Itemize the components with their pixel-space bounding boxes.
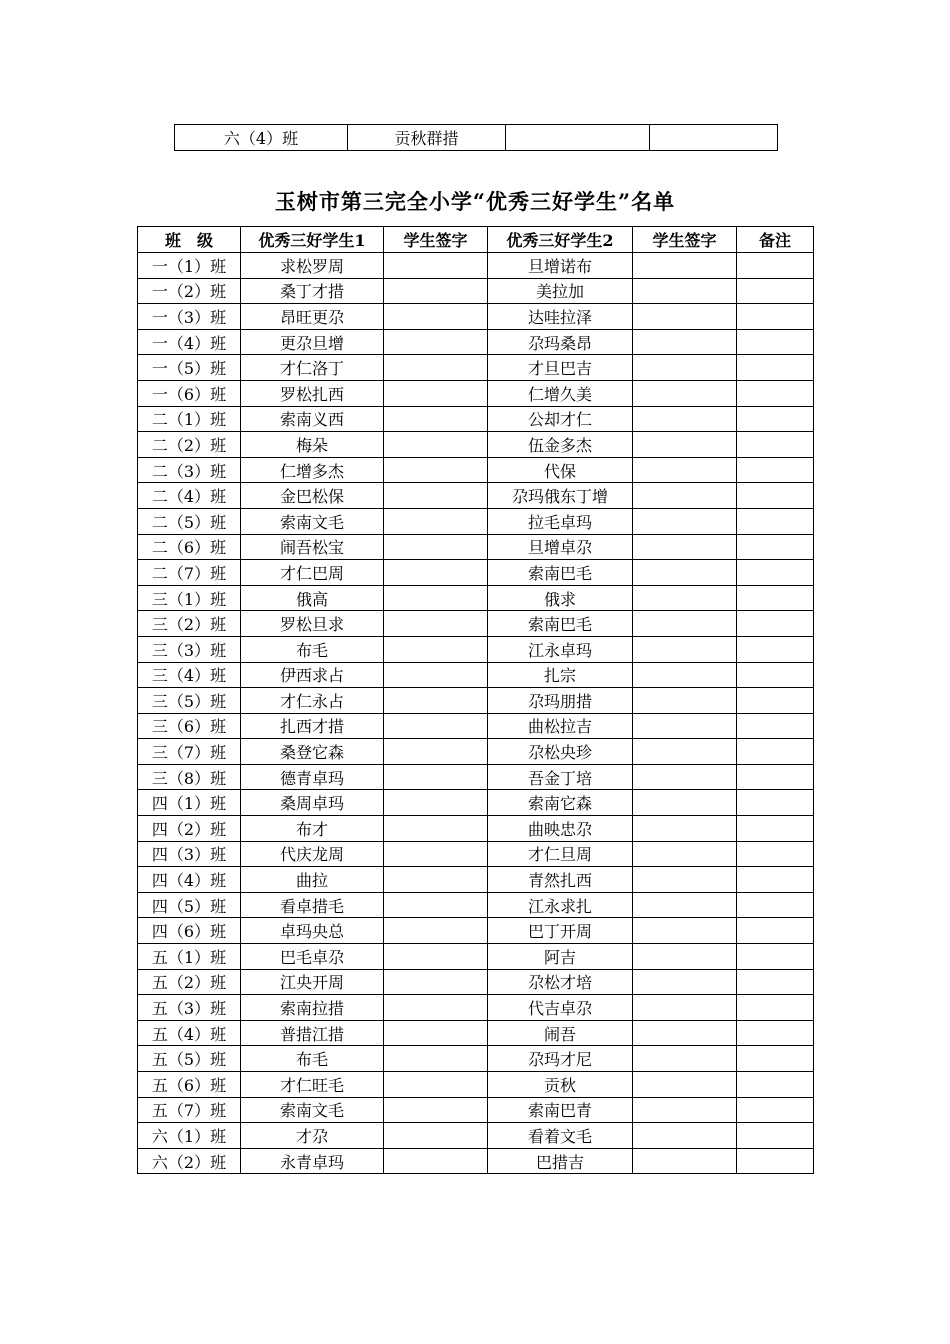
- remarks-cell: [737, 662, 814, 688]
- header-remarks: 备注: [737, 227, 814, 253]
- student2-cell: 青然扎西: [488, 867, 633, 893]
- signature1-cell: [384, 764, 488, 790]
- class-cell: 六（1）班: [138, 1123, 241, 1149]
- remarks-cell: [737, 841, 814, 867]
- honor-students-table: [137, 226, 814, 1174]
- student1-cell: 求松罗周: [241, 253, 384, 279]
- signature2-cell: [633, 816, 737, 842]
- signature2-cell: [633, 457, 737, 483]
- class-cell: 四（1）班: [138, 790, 241, 816]
- remarks-cell: [737, 790, 814, 816]
- remarks-cell: [737, 688, 814, 714]
- signature2-cell: [633, 534, 737, 560]
- student1-cell: 巴毛卓尕: [241, 944, 384, 970]
- signature2-cell: [633, 483, 737, 509]
- remarks-cell: [737, 329, 814, 355]
- student2-cell: 尕松才培: [488, 969, 633, 995]
- remarks-cell: [737, 636, 814, 662]
- table-row: [138, 1148, 814, 1174]
- class-cell: 二（5）班: [138, 508, 241, 534]
- class-cell: 一（6）班: [138, 380, 241, 406]
- class-cell: 一（4）班: [138, 329, 241, 355]
- student1-cell: 布毛: [241, 1046, 384, 1072]
- signature1-cell: [384, 457, 488, 483]
- signature1-cell: [384, 483, 488, 509]
- table-row: [138, 944, 814, 970]
- table-row: [138, 406, 814, 432]
- class-cell: 四（3）班: [138, 841, 241, 867]
- student2-cell: 公却才仁: [488, 406, 633, 432]
- header-class: 班 级: [138, 227, 241, 253]
- student2-cell: 尕玛才尼: [488, 1046, 633, 1072]
- table-row: [138, 739, 814, 765]
- student2-cell: 尕玛朋措: [488, 688, 633, 714]
- table-row: [138, 636, 814, 662]
- table-row: [138, 892, 814, 918]
- student2-cell: 阿吉: [488, 944, 633, 970]
- student1-cell: 布才: [241, 816, 384, 842]
- student1-cell: 卓玛央总: [241, 918, 384, 944]
- signature2-cell: [633, 739, 737, 765]
- signature2-cell: [633, 892, 737, 918]
- signature2-cell: [633, 406, 737, 432]
- remarks-cell: [737, 713, 814, 739]
- signature1-cell: [384, 892, 488, 918]
- student1-cell: 索南义西: [241, 406, 384, 432]
- remarks-cell: [737, 1123, 814, 1149]
- table-row: [138, 1072, 814, 1098]
- student2-cell: 看着文毛: [488, 1123, 633, 1149]
- signature2-cell: [633, 969, 737, 995]
- signature2-cell: [633, 764, 737, 790]
- class-cell: 四（4）班: [138, 867, 241, 893]
- student1-cell: 仁增多杰: [241, 457, 384, 483]
- signature2-cell: [633, 560, 737, 586]
- signature1-cell: [384, 1148, 488, 1174]
- class-cell: 三（1）班: [138, 585, 241, 611]
- remarks-cell: [737, 1046, 814, 1072]
- signature2-cell: [633, 253, 737, 279]
- student1-cell: 桑登它森: [241, 739, 384, 765]
- signature2-cell: [633, 662, 737, 688]
- student1-cell: 才仁洛丁: [241, 355, 384, 381]
- signature2-cell: [633, 790, 737, 816]
- class-cell: 二（7）班: [138, 560, 241, 586]
- student2-cell: 尕松央珍: [488, 739, 633, 765]
- class-cell: 五（7）班: [138, 1097, 241, 1123]
- signature1-cell: [384, 508, 488, 534]
- student1-cell: 昂旺更尕: [241, 304, 384, 330]
- table-row: [138, 1020, 814, 1046]
- student2-cell: 江永求扎: [488, 892, 633, 918]
- class-cell: 二（2）班: [138, 432, 241, 458]
- signature1-cell: [384, 611, 488, 637]
- remarks-cell: [737, 483, 814, 509]
- table-row: [138, 1123, 814, 1149]
- student1-cell: 才仁旺毛: [241, 1072, 384, 1098]
- student2-cell: 旦增诺布: [488, 253, 633, 279]
- header-signature1: 学生签字: [384, 227, 488, 253]
- class-cell: 三（8）班: [138, 764, 241, 790]
- remarks-cell: [737, 739, 814, 765]
- table-row: [138, 457, 814, 483]
- header-student2: 优秀三好学生2: [488, 227, 633, 253]
- student1-cell: 伊西求占: [241, 662, 384, 688]
- remarks-cell: [737, 534, 814, 560]
- table-row: [138, 662, 814, 688]
- remarks-cell: [737, 1072, 814, 1098]
- remarks-cell: [737, 355, 814, 381]
- table-row: [138, 995, 814, 1021]
- table-row: [138, 790, 814, 816]
- table-row: [138, 713, 814, 739]
- signature1-cell: [384, 790, 488, 816]
- table-row: [138, 841, 814, 867]
- remarks-cell: [737, 918, 814, 944]
- table-row: [138, 560, 814, 586]
- table-row: [138, 918, 814, 944]
- remarks-cell: [737, 995, 814, 1021]
- class-cell: 五（4）班: [138, 1020, 241, 1046]
- signature1-cell: [384, 1072, 488, 1098]
- signature1-cell: [384, 1020, 488, 1046]
- table-row: [138, 585, 814, 611]
- class-cell: 六（2）班: [138, 1148, 241, 1174]
- student1-cell: 罗松旦求: [241, 611, 384, 637]
- student1-cell: 桑丁才措: [241, 278, 384, 304]
- signature1-cell: [384, 432, 488, 458]
- remarks-cell: [737, 1097, 814, 1123]
- student1-cell: 索南拉措: [241, 995, 384, 1021]
- student2-cell: 贡秋: [488, 1072, 633, 1098]
- student2-cell: 索南它森: [488, 790, 633, 816]
- student2-cell: 曲映忠尕: [488, 816, 633, 842]
- student2-cell: 代保: [488, 457, 633, 483]
- student1-cell: 德青卓玛: [241, 764, 384, 790]
- remarks-cell: [737, 278, 814, 304]
- table-row: [138, 1046, 814, 1072]
- student1-cell: 才尕: [241, 1123, 384, 1149]
- table-row: [175, 125, 778, 151]
- remarks-cell: [737, 611, 814, 637]
- student2-cell: 旦增卓尕: [488, 534, 633, 560]
- remarks-cell: [737, 816, 814, 842]
- remarks-cell: [737, 764, 814, 790]
- student1-cell: 索南文毛: [241, 508, 384, 534]
- signature2-cell: [633, 1046, 737, 1072]
- table-row: [138, 253, 814, 279]
- remarks-cell: [737, 1148, 814, 1174]
- table-row: [138, 432, 814, 458]
- remarks-cell: [737, 457, 814, 483]
- remarks-cell: [737, 406, 814, 432]
- signature1-cell: [384, 713, 488, 739]
- student2-cell: 索南巴毛: [488, 611, 633, 637]
- remarks-cell: [737, 560, 814, 586]
- student1-cell: 才仁巴周: [241, 560, 384, 586]
- signature1-cell: [384, 534, 488, 560]
- student1-cell: 更尕旦增: [241, 329, 384, 355]
- table-row: [138, 278, 814, 304]
- class-cell: 二（4）班: [138, 483, 241, 509]
- table-row: [138, 816, 814, 842]
- signature1-cell: [384, 636, 488, 662]
- remarks-cell: [737, 867, 814, 893]
- signature2-cell: [633, 1123, 737, 1149]
- student1-cell: 看卓措毛: [241, 892, 384, 918]
- signature1-cell: [384, 380, 488, 406]
- signature1-cell: [384, 944, 488, 970]
- student2-cell: 才旦巴吉: [488, 355, 633, 381]
- signature1-cell: [384, 867, 488, 893]
- class-cell: 四（2）班: [138, 816, 241, 842]
- signature1-cell: [384, 688, 488, 714]
- header-student1: 优秀三好学生1: [241, 227, 384, 253]
- signature1-cell: [384, 304, 488, 330]
- signature1-cell: [384, 329, 488, 355]
- class-cell: 二（3）班: [138, 457, 241, 483]
- student1-cell: 桑周卓玛: [241, 790, 384, 816]
- student2-cell: 达哇拉泽: [488, 304, 633, 330]
- signature2-cell: [633, 585, 737, 611]
- table-row: [138, 867, 814, 893]
- signature1-cell: [384, 1097, 488, 1123]
- signature-cell: [506, 125, 650, 151]
- student2-cell: 伍金多杰: [488, 432, 633, 458]
- table-row: [138, 534, 814, 560]
- student2-cell: 俄求: [488, 585, 633, 611]
- signature2-cell: [633, 329, 737, 355]
- signature2-cell: [633, 611, 737, 637]
- student2-cell: 闹吾: [488, 1020, 633, 1046]
- remarks-cell: [737, 508, 814, 534]
- remarks-cell: [737, 585, 814, 611]
- student2-cell: 索南巴青: [488, 1097, 633, 1123]
- table-row: [138, 688, 814, 714]
- table-row: [138, 508, 814, 534]
- class-cell: 五（3）班: [138, 995, 241, 1021]
- signature1-cell: [384, 278, 488, 304]
- student1-cell: 布毛: [241, 636, 384, 662]
- class-cell: 三（5）班: [138, 688, 241, 714]
- class-cell: 一（2）班: [138, 278, 241, 304]
- signature1-cell: [384, 662, 488, 688]
- student2-cell: 仁增久美: [488, 380, 633, 406]
- class-cell: 二（1）班: [138, 406, 241, 432]
- student1-cell: 才仁永占: [241, 688, 384, 714]
- student2-cell: 才仁旦周: [488, 841, 633, 867]
- remarks-cell: [737, 969, 814, 995]
- student1-cell: 罗松扎西: [241, 380, 384, 406]
- remarks-cell: [737, 1020, 814, 1046]
- signature1-cell: [384, 253, 488, 279]
- class-cell: 五（1）班: [138, 944, 241, 970]
- signature1-cell: [384, 739, 488, 765]
- student2-cell: 代吉卓尕: [488, 995, 633, 1021]
- signature1-cell: [384, 560, 488, 586]
- table-row: [138, 1097, 814, 1123]
- signature1-cell: [384, 355, 488, 381]
- student1-cell: 闹吾松宝: [241, 534, 384, 560]
- student2-cell: 索南巴毛: [488, 560, 633, 586]
- student2-cell: 扎宗: [488, 662, 633, 688]
- student2-cell: 巴丁开周: [488, 918, 633, 944]
- student1-cell: 贡秋群措: [348, 125, 506, 151]
- class-cell: 一（3）班: [138, 304, 241, 330]
- student2-cell: 尕玛俄东丁增: [488, 483, 633, 509]
- signature2-cell: [633, 432, 737, 458]
- signature2-cell: [633, 867, 737, 893]
- class-cell: 五（5）班: [138, 1046, 241, 1072]
- student2-cell: 美拉加: [488, 278, 633, 304]
- class-cell: 五（6）班: [138, 1072, 241, 1098]
- remarks-cell: [737, 432, 814, 458]
- signature2-cell: [633, 688, 737, 714]
- signature1-cell: [384, 816, 488, 842]
- signature2-cell: [633, 278, 737, 304]
- student1-cell: 梅朵: [241, 432, 384, 458]
- student2-cell: 江永卓玛: [488, 636, 633, 662]
- signature2-cell: [633, 304, 737, 330]
- signature2-cell: [633, 841, 737, 867]
- table-row: [138, 969, 814, 995]
- signature2-cell: [633, 1097, 737, 1123]
- student1-cell: 代庆龙周: [241, 841, 384, 867]
- signature2-cell: [633, 1148, 737, 1174]
- student1-cell: 索南文毛: [241, 1097, 384, 1123]
- class-cell: 五（2）班: [138, 969, 241, 995]
- remarks-cell: [737, 304, 814, 330]
- student1-cell: 普措江措: [241, 1020, 384, 1046]
- class-cell: 四（5）班: [138, 892, 241, 918]
- class-cell: 六（4）班: [175, 125, 348, 151]
- student2-cell: 曲松拉吉: [488, 713, 633, 739]
- signature2-cell: [633, 380, 737, 406]
- class-cell: 三（3）班: [138, 636, 241, 662]
- table-row: [138, 380, 814, 406]
- class-cell: 三（2）班: [138, 611, 241, 637]
- table-row: [138, 329, 814, 355]
- student2-cell: 拉毛卓玛: [488, 508, 633, 534]
- header-row: [138, 227, 814, 253]
- table-row: [138, 611, 814, 637]
- student2-cell: [650, 125, 778, 151]
- table-row: [138, 483, 814, 509]
- student1-cell: 扎西才措: [241, 713, 384, 739]
- signature1-cell: [384, 969, 488, 995]
- table-row: [138, 304, 814, 330]
- class-cell: 三（6）班: [138, 713, 241, 739]
- table-row: [138, 764, 814, 790]
- student2-cell: 尕玛桑昂: [488, 329, 633, 355]
- remarks-cell: [737, 892, 814, 918]
- signature2-cell: [633, 1020, 737, 1046]
- signature1-cell: [384, 918, 488, 944]
- page-title: 玉树市第三完全小学“优秀三好学生”名单: [274, 189, 676, 214]
- signature2-cell: [633, 1072, 737, 1098]
- class-cell: 三（7）班: [138, 739, 241, 765]
- header-signature2: 学生签字: [633, 227, 737, 253]
- signature2-cell: [633, 944, 737, 970]
- signature1-cell: [384, 585, 488, 611]
- class-cell: 二（6）班: [138, 534, 241, 560]
- signature1-cell: [384, 406, 488, 432]
- class-cell: 一（5）班: [138, 355, 241, 381]
- table-row: [138, 355, 814, 381]
- remarks-cell: [737, 253, 814, 279]
- signature2-cell: [633, 995, 737, 1021]
- signature2-cell: [633, 713, 737, 739]
- class-cell: 一（1）班: [138, 253, 241, 279]
- remarks-cell: [737, 944, 814, 970]
- class-cell: 三（4）班: [138, 662, 241, 688]
- signature2-cell: [633, 508, 737, 534]
- remarks-cell: [737, 380, 814, 406]
- class-cell: 四（6）班: [138, 918, 241, 944]
- signature2-cell: [633, 636, 737, 662]
- signature1-cell: [384, 841, 488, 867]
- student2-cell: 吾金丁培: [488, 764, 633, 790]
- student2-cell: 巴措吉: [488, 1148, 633, 1174]
- student1-cell: 金巴松保: [241, 483, 384, 509]
- signature2-cell: [633, 355, 737, 381]
- signature2-cell: [633, 918, 737, 944]
- previous-page-table: [174, 124, 778, 151]
- student1-cell: 曲拉: [241, 867, 384, 893]
- signature1-cell: [384, 1046, 488, 1072]
- student1-cell: 永青卓玛: [241, 1148, 384, 1174]
- signature1-cell: [384, 995, 488, 1021]
- student1-cell: 俄高: [241, 585, 384, 611]
- student1-cell: 江央开周: [241, 969, 384, 995]
- signature1-cell: [384, 1123, 488, 1149]
